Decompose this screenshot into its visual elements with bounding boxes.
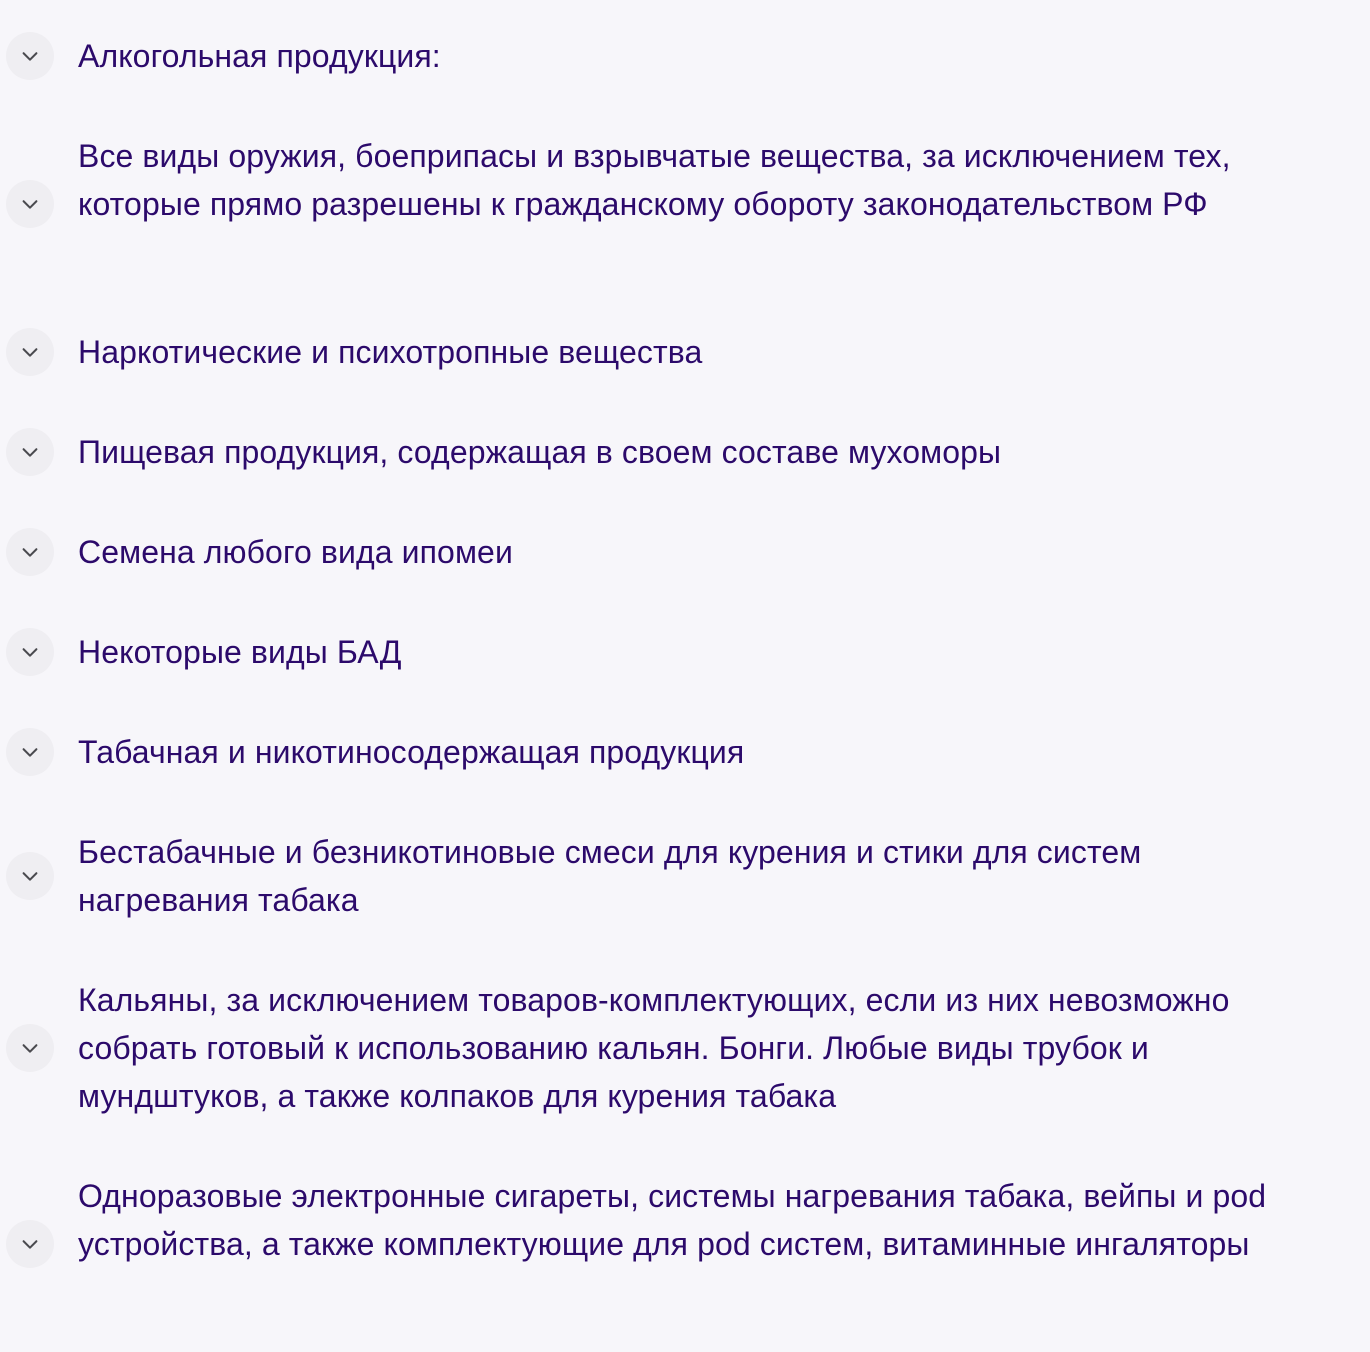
expand-toggle[interactable]: [6, 1024, 54, 1072]
chevron-down-icon: [19, 441, 41, 463]
accordion-item[interactable]: [0, 1172, 1370, 1316]
accordion-item-label: Семена любого вида ипомеи: [78, 534, 513, 570]
chevron-down-icon: [19, 1037, 41, 1059]
accordion-item-label: Пищевая продукция, содержащая в своем составе мухоморы: [78, 434, 1002, 470]
chevron-down-icon: [19, 641, 41, 663]
accordion-item-label: Одноразовые электронные сигареты, системы нагревания табака, вейпы и pod устройства, а также комплектующие для pod систем, витаминные ингаляторы: [78, 1178, 1267, 1262]
chevron-down-icon: [19, 45, 41, 67]
chevron-down-icon: [19, 865, 41, 887]
accordion-item[interactable]: [0, 976, 1370, 1120]
accordion-item[interactable]: [0, 32, 1370, 80]
chevron-down-icon: [19, 341, 41, 363]
accordion-item[interactable]: [0, 528, 1370, 576]
accordion-item-label: Некоторые виды БАД: [78, 634, 402, 670]
expand-toggle[interactable]: [6, 1220, 54, 1268]
expand-toggle[interactable]: [6, 328, 54, 376]
expand-toggle[interactable]: [6, 728, 54, 776]
accordion-item[interactable]: [0, 628, 1370, 676]
accordion-item-label: Наркотические и психотропные вещества: [78, 334, 703, 370]
chevron-down-icon: [19, 1233, 41, 1255]
accordion-item-label: Кальяны, за исключением товаров-комплектующих, если из них невозможно собрать готовый к использованию кальян. Бонги. Любые виды трубок и мундштуков, а также колпаков для курения табака: [78, 982, 1230, 1114]
chevron-down-icon: [19, 193, 41, 215]
accordion-item[interactable]: [0, 132, 1370, 276]
accordion-item[interactable]: [0, 828, 1370, 924]
chevron-down-icon: [19, 741, 41, 763]
expand-toggle[interactable]: [6, 528, 54, 576]
expand-toggle[interactable]: [6, 852, 54, 900]
accordion-item-label: Алкогольная продукция:: [78, 38, 441, 74]
accordion-item-label: Бестабачные и безникотиновые смеси для курения и стики для систем нагревания табака: [78, 834, 1142, 918]
expand-toggle[interactable]: [6, 628, 54, 676]
accordion-item[interactable]: [0, 428, 1370, 476]
accordion-item[interactable]: [0, 728, 1370, 776]
accordion-item-label: Табачная и никотиносодержащая продукция: [78, 734, 745, 770]
expand-toggle[interactable]: [6, 32, 54, 80]
chevron-down-icon: [19, 541, 41, 563]
accordion-item-label: Все виды оружия, боеприпасы и взрывчатые вещества, за исключением тех, которые прямо разрешены к гражданскому обороту законодательством РФ: [78, 138, 1231, 222]
expand-toggle[interactable]: [6, 180, 54, 228]
expand-toggle[interactable]: [6, 428, 54, 476]
accordion-item[interactable]: [0, 328, 1370, 376]
